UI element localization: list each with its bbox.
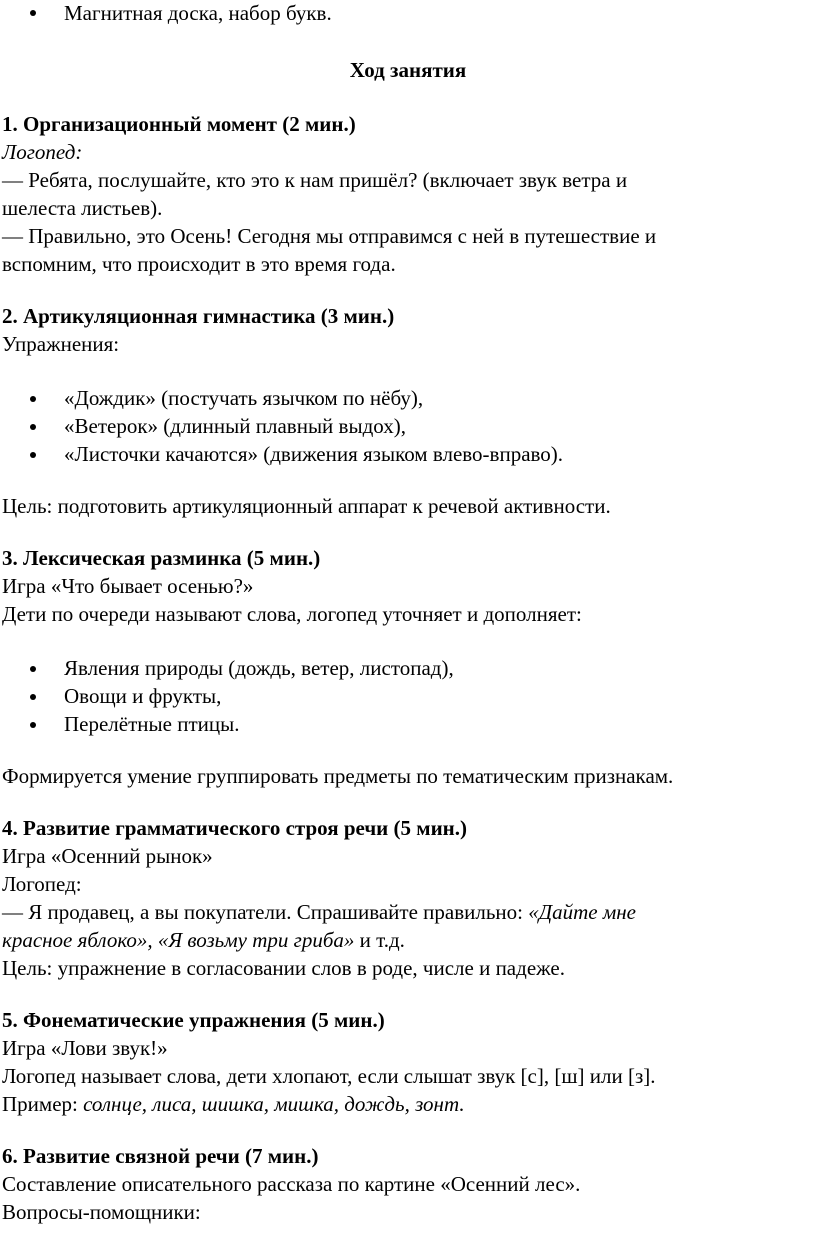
dialog-text: — Я продавец, а вы покупатели. Спрашивайте правильно:	[2, 900, 529, 924]
game-title: Игра «Лови звук!»	[2, 1036, 168, 1060]
goal-text: Цель: подготовить артикуляционный аппарат к речевой активности.	[2, 494, 611, 518]
section-3-heading: 3. Лексическая разминка (5 мин.)	[2, 546, 321, 570]
bullet-dot	[30, 722, 36, 728]
list-item: Магнитная доска, набор букв.	[64, 1, 332, 25]
paragraph-line: Дети по очереди называют слова, логопед уточняет и дополняет:	[2, 602, 582, 626]
paragraph-line: Вопросы-помощники:	[2, 1200, 201, 1224]
dialog-text: и т.д.	[354, 928, 405, 952]
bullet-dot	[30, 694, 36, 700]
paragraph-line: Логопед называет слова, дети хлопают, если слышат звук [с], [ш] или [з].	[2, 1064, 656, 1088]
goal-text: Цель: упражнение в согласовании слов в роде, числе и падеже.	[2, 956, 565, 980]
section-intro: Упражнения:	[2, 332, 120, 356]
bullet-dot	[30, 666, 36, 672]
list-item: Перелётные птицы.	[64, 712, 240, 736]
example-label: Пример:	[2, 1092, 84, 1116]
section-5-heading: 5. Фонематические упражнения (5 мин.)	[2, 1008, 385, 1032]
paragraph-line: вспомним, что происходит в это время года.	[2, 252, 396, 276]
speaker-label: Логопед:	[2, 872, 82, 896]
result-text: Формируется умение группировать предметы по тематическим признакам.	[2, 764, 674, 788]
example-line	[2, 1090, 465, 1119]
game-title: Игра «Что бывает осенью?»	[2, 574, 254, 598]
speaker-label: Логопед:	[2, 140, 83, 164]
bullet-dot	[30, 424, 36, 430]
list-item: «Ветерок» (длинный плавный выдох),	[64, 414, 406, 438]
bullet-dot	[30, 452, 36, 458]
example-phrase: красное яблоко», «Я возьму три гриба»	[2, 928, 355, 952]
section-1-heading: 1. Организационный момент (2 мин.)	[2, 112, 356, 136]
game-title: Игра «Осенний рынок»	[2, 844, 213, 868]
section-4-heading: 4. Развитие грамматического строя речи (5 мин.)	[2, 816, 468, 840]
paragraph-line: — Правильно, это Осень! Сегодня мы отправимся с ней в путешествие и	[2, 224, 657, 248]
paragraph-line: — Ребята, послушайте, кто это к нам пришёл? (включает звук ветра и	[2, 168, 628, 192]
list-item: «Листочки качаются» (движения языком влево-вправо).	[64, 442, 564, 466]
paragraph-line	[2, 926, 405, 955]
list-item: Овощи и фрукты,	[64, 684, 222, 708]
bullet-dot	[30, 396, 36, 402]
page-title: Ход занятия	[349, 58, 467, 82]
paragraph-line: Составление описательного рассказа по картине «Осенний лес».	[2, 1172, 581, 1196]
section-2-heading: 2. Артикуляционная гимнастика (3 мин.)	[2, 304, 395, 328]
list-item: «Дождик» (постучать язычком по нёбу),	[64, 386, 424, 410]
section-6-heading: 6. Развитие связной речи (7 мин.)	[2, 1144, 319, 1168]
list-item: Явления природы (дождь, ветер, листопад),	[64, 656, 454, 680]
example-phrase: «Дайте мне	[528, 900, 636, 924]
example-words: солнце, лиса, шишка, мишка, дождь, зонт.	[83, 1092, 465, 1116]
paragraph-line: шелеста листьев).	[2, 196, 163, 220]
bullet-dot	[30, 10, 36, 16]
paragraph-line	[2, 898, 636, 927]
